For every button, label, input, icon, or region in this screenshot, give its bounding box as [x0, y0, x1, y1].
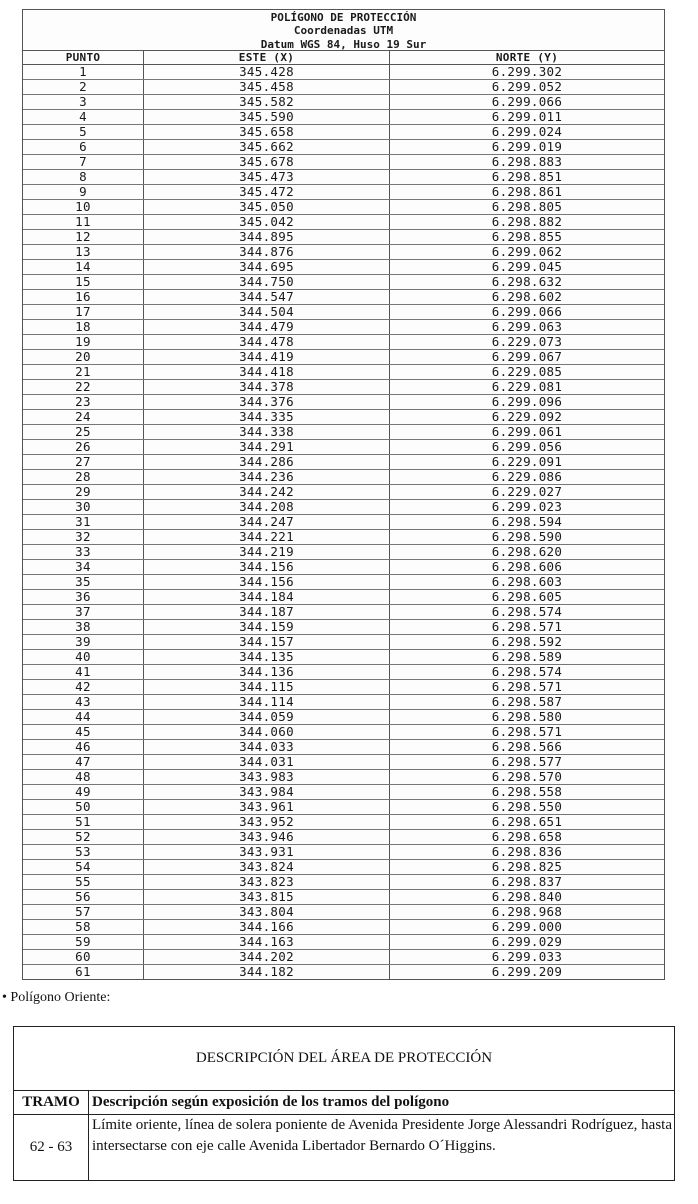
- este-cell: 344.060: [144, 725, 390, 740]
- table-row: [23, 395, 664, 410]
- este-cell: 344.157: [144, 635, 390, 650]
- norte-cell: 6.298.558: [390, 785, 665, 800]
- table-row: [23, 230, 664, 245]
- punto-cell: 44: [23, 710, 144, 725]
- norte-cell: 6.298.587: [390, 695, 665, 710]
- este-cell: 344.159: [144, 620, 390, 635]
- norte-cell: 6.298.855: [390, 230, 665, 245]
- coordinates-table: [22, 9, 665, 980]
- este-cell: 344.059: [144, 710, 390, 725]
- table-row: [23, 455, 664, 470]
- coordinates-grid: [23, 51, 664, 979]
- table-row: [23, 275, 664, 290]
- punto-cell: 30: [23, 500, 144, 515]
- table-row: [23, 965, 664, 980]
- table-row: [23, 530, 664, 545]
- polygon-label: • Polígono Oriente:: [2, 990, 111, 1005]
- este-cell: 344.166: [144, 920, 390, 935]
- este-cell: 344.031: [144, 755, 390, 770]
- punto-cell: 49: [23, 785, 144, 800]
- table-row: [23, 785, 664, 800]
- punto-cell: 32: [23, 530, 144, 545]
- norte-cell: 6.229.073: [390, 335, 665, 350]
- norte-cell: 6.229.091: [390, 455, 665, 470]
- punto-cell: 50: [23, 800, 144, 815]
- este-cell: 345.678: [144, 155, 390, 170]
- description-header-row: [14, 1091, 674, 1115]
- punto-cell: 28: [23, 470, 144, 485]
- title-line: Datum WGS 84, Huso 19 Sur: [260, 37, 427, 51]
- norte-cell: 6.298.592: [390, 635, 665, 650]
- este-cell: 344.418: [144, 365, 390, 380]
- title-line: POLÍGONO DE PROTECCIÓN: [270, 11, 417, 24]
- table-row: [23, 125, 664, 140]
- norte-cell: 6.298.840: [390, 890, 665, 905]
- este-cell: 344.504: [144, 305, 390, 320]
- norte-cell: 6.298.825: [390, 860, 665, 875]
- table-row: [23, 635, 664, 650]
- punto-cell: 23: [23, 395, 144, 410]
- norte-cell: 6.298.571: [390, 680, 665, 695]
- este-cell: 344.419: [144, 350, 390, 365]
- norte-cell: 6.299.302: [390, 65, 665, 80]
- norte-cell: 6.298.594: [390, 515, 665, 530]
- table-row: [23, 905, 664, 920]
- punto-cell: 37: [23, 605, 144, 620]
- este-cell: 344.033: [144, 740, 390, 755]
- norte-cell: 6.298.851: [390, 170, 665, 185]
- table-row: [23, 245, 664, 260]
- punto-cell: 12: [23, 230, 144, 245]
- este-cell: 343.931: [144, 845, 390, 860]
- punto-cell: 25: [23, 425, 144, 440]
- punto-cell: 19: [23, 335, 144, 350]
- norte-cell: 6.299.052: [390, 80, 665, 95]
- table-row: [23, 755, 664, 770]
- este-cell: 344.184: [144, 590, 390, 605]
- norte-cell: 6.229.085: [390, 365, 665, 380]
- table-row: [23, 320, 664, 335]
- punto-cell: 17: [23, 305, 144, 320]
- table-row: [23, 80, 664, 95]
- este-cell: 344.156: [144, 560, 390, 575]
- table-row: [23, 290, 664, 305]
- punto-cell: 11: [23, 215, 144, 230]
- punto-cell: 10: [23, 200, 144, 215]
- este-cell: 344.895: [144, 230, 390, 245]
- punto-cell: 61: [75, 964, 91, 979]
- este-cell: 344.338: [144, 425, 390, 440]
- table-row: [23, 830, 664, 845]
- norte-cell: 6.298.603: [390, 575, 665, 590]
- norte-cell: 6.299.062: [390, 245, 665, 260]
- norte-cell: 6.298.574: [390, 605, 665, 620]
- este-cell: 344.378: [144, 380, 390, 395]
- header-descripcion: Descripción según exposición de los tramos del polígono: [92, 1094, 450, 1110]
- table-row: [23, 305, 664, 320]
- norte-cell: 6.299.066: [390, 95, 665, 110]
- punto-cell: 57: [23, 905, 144, 920]
- punto-cell: 18: [23, 320, 144, 335]
- table-row: [23, 770, 664, 785]
- norte-cell: 6.299.000: [390, 920, 665, 935]
- table-row: [23, 860, 664, 875]
- punto-cell: 53: [23, 845, 144, 860]
- table-row: [23, 185, 664, 200]
- este-cell: 343.824: [144, 860, 390, 875]
- punto-cell: 29: [23, 485, 144, 500]
- table-row: [23, 485, 664, 500]
- punto-cell: 22: [23, 380, 144, 395]
- punto-cell: 21: [23, 365, 144, 380]
- este-cell: 344.242: [144, 485, 390, 500]
- punto-cell: 43: [23, 695, 144, 710]
- este-cell: 345.473: [144, 170, 390, 185]
- punto-cell: 14: [23, 260, 144, 275]
- norte-cell: 6.299.066: [390, 305, 665, 320]
- table-row: [23, 545, 664, 560]
- este-cell: 345.050: [144, 200, 390, 215]
- este-cell: 345.458: [144, 80, 390, 95]
- punto-cell: 31: [23, 515, 144, 530]
- este-cell: 344.156: [144, 575, 390, 590]
- punto-cell: 9: [23, 185, 144, 200]
- punto-cell: 26: [23, 440, 144, 455]
- table-row: [23, 890, 664, 905]
- punto-cell: 45: [23, 725, 144, 740]
- norte-cell: 6.298.883: [390, 155, 665, 170]
- table-row: [23, 695, 664, 710]
- este-cell: 344.219: [144, 545, 390, 560]
- norte-cell: 6.299.033: [390, 950, 665, 965]
- este-cell: 344.876: [144, 245, 390, 260]
- coordinates-body: [23, 65, 664, 980]
- este-cell: 344.182: [144, 965, 390, 980]
- norte-cell: 6.298.571: [390, 725, 665, 740]
- norte-cell: 6.299.029: [390, 935, 665, 950]
- norte-cell: 6.298.968: [390, 905, 665, 920]
- description-row: [14, 1115, 674, 1180]
- norte-cell: 6.298.574: [390, 665, 665, 680]
- table-row: [23, 815, 664, 830]
- header-norte: NORTE (Y): [390, 51, 665, 65]
- punto-cell: 3: [23, 95, 144, 110]
- norte-cell: 6.299.061: [390, 425, 665, 440]
- punto-cell: 52: [23, 830, 144, 845]
- este-cell: 344.221: [144, 530, 390, 545]
- punto-cell: 56: [23, 890, 144, 905]
- table-row: [23, 725, 664, 740]
- este-cell: 343.952: [144, 815, 390, 830]
- header-punto: PUNTO: [23, 51, 144, 65]
- norte-cell: 6.298.651: [390, 815, 665, 830]
- este-cell: 345.658: [144, 125, 390, 140]
- table-row: [23, 200, 664, 215]
- punto-cell: 13: [23, 245, 144, 260]
- este-cell: 343.823: [144, 875, 390, 890]
- table-row: [23, 920, 664, 935]
- este-cell: 343.946: [144, 830, 390, 845]
- punto-cell: 33: [23, 545, 144, 560]
- norte-cell: 6.298.837: [390, 875, 665, 890]
- coordinates-table-title: [23, 10, 664, 51]
- table-row: [23, 650, 664, 665]
- punto-cell: 46: [23, 740, 144, 755]
- table-row: [23, 95, 664, 110]
- norte-cell: 6.298.580: [390, 710, 665, 725]
- punto-cell: 41: [23, 665, 144, 680]
- table-row: [23, 365, 664, 380]
- table-row: [23, 350, 664, 365]
- table-row: [23, 710, 664, 725]
- este-cell: 344.135: [144, 650, 390, 665]
- table-row: [23, 845, 664, 860]
- table-row: [23, 800, 664, 815]
- table-row: [23, 215, 664, 230]
- punto-cell: 1: [23, 65, 144, 80]
- punto-cell: 16: [23, 290, 144, 305]
- norte-cell: 6.299.209: [390, 965, 665, 980]
- punto-cell: 40: [23, 650, 144, 665]
- norte-cell: 6.299.011: [390, 110, 665, 125]
- table-row: [23, 140, 664, 155]
- punto-cell: 42: [23, 680, 144, 695]
- norte-cell: 6.299.067: [390, 350, 665, 365]
- table-row: [23, 500, 664, 515]
- table-row: [23, 605, 664, 620]
- norte-cell: 6.298.805: [390, 200, 665, 215]
- este-cell: 344.187: [144, 605, 390, 620]
- punto-cell: 47: [23, 755, 144, 770]
- table-row: [23, 560, 664, 575]
- norte-cell: 6.298.589: [390, 650, 665, 665]
- punto-cell: 24: [23, 410, 144, 425]
- norte-cell: 6.298.571: [390, 620, 665, 635]
- norte-cell: 6.298.658: [390, 830, 665, 845]
- table-row: [23, 620, 664, 635]
- tramo-cell: 62 - 63: [14, 1115, 89, 1180]
- punto-cell: 51: [23, 815, 144, 830]
- este-cell: 343.815: [144, 890, 390, 905]
- punto-cell: 5: [23, 125, 144, 140]
- descripcion-cell: Límite oriente, línea de solera poniente de Avenida Presidente Jorge Alessandri Rodríguez, hasta intersectarse con eje calle Avenida Libertador Bernardo O´Higgins.: [92, 1117, 672, 1154]
- norte-cell: 6.299.024: [390, 125, 665, 140]
- table-row: [23, 680, 664, 695]
- table-row: [23, 740, 664, 755]
- table-row: [23, 410, 664, 425]
- norte-cell: 6.298.577: [390, 755, 665, 770]
- este-cell: 344.286: [144, 455, 390, 470]
- punto-cell: 39: [23, 635, 144, 650]
- punto-cell: 55: [23, 875, 144, 890]
- este-cell: 343.804: [144, 905, 390, 920]
- punto-cell: 27: [23, 455, 144, 470]
- norte-cell: 6.298.566: [390, 740, 665, 755]
- punto-cell: 60: [23, 950, 144, 965]
- este-cell: 344.547: [144, 290, 390, 305]
- norte-cell: 6.299.045: [390, 260, 665, 275]
- table-row: [23, 665, 664, 680]
- norte-cell: 6.298.632: [390, 275, 665, 290]
- punto-cell: 36: [23, 590, 144, 605]
- punto-cell: 58: [23, 920, 144, 935]
- header-tramo: TRAMO: [14, 1091, 89, 1114]
- norte-cell: 6.299.063: [390, 320, 665, 335]
- norte-cell: 6.298.605: [390, 590, 665, 605]
- punto-cell: 2: [23, 80, 144, 95]
- este-cell: 344.376: [144, 395, 390, 410]
- este-cell: 345.582: [144, 95, 390, 110]
- punto-cell: 4: [23, 110, 144, 125]
- este-cell: 345.472: [144, 185, 390, 200]
- este-cell: 344.695: [144, 260, 390, 275]
- este-cell: 343.983: [144, 770, 390, 785]
- este-cell: 344.208: [144, 500, 390, 515]
- norte-cell: 6.298.606: [390, 560, 665, 575]
- table-row: [23, 515, 664, 530]
- norte-cell: 6.299.096: [390, 395, 665, 410]
- este-cell: 344.115: [144, 680, 390, 695]
- norte-cell: 6.298.602: [390, 290, 665, 305]
- norte-cell: 6.298.836: [390, 845, 665, 860]
- punto-cell: 48: [23, 770, 144, 785]
- table-row: [23, 590, 664, 605]
- este-cell: 344.236: [144, 470, 390, 485]
- este-cell: 344.478: [144, 335, 390, 350]
- norte-cell: 6.229.092: [390, 410, 665, 425]
- norte-cell: 6.298.570: [390, 770, 665, 785]
- este-cell: 344.750: [144, 275, 390, 290]
- table-row: [23, 875, 664, 890]
- este-cell: 344.163: [144, 935, 390, 950]
- norte-cell: 6.299.019: [390, 140, 665, 155]
- norte-cell: 6.229.081: [390, 380, 665, 395]
- este-cell: 345.042: [144, 215, 390, 230]
- table-row: [23, 260, 664, 275]
- este-cell: 344.291: [144, 440, 390, 455]
- norte-cell: 6.229.027: [390, 485, 665, 500]
- punto-cell: 7: [23, 155, 144, 170]
- description-table-title: DESCRIPCIÓN DEL ÁREA DE PROTECCIÓN: [14, 1027, 674, 1091]
- este-cell: 344.202: [144, 950, 390, 965]
- este-cell: 344.114: [144, 695, 390, 710]
- este-cell: 345.662: [144, 140, 390, 155]
- punto-cell: 15: [23, 275, 144, 290]
- punto-cell: 38: [23, 620, 144, 635]
- este-cell: 344.479: [144, 320, 390, 335]
- este-cell: 343.984: [144, 785, 390, 800]
- table-row: [23, 170, 664, 185]
- punto-cell: 35: [23, 575, 144, 590]
- este-cell: 344.335: [144, 410, 390, 425]
- title-line: Coordenadas UTM: [293, 24, 394, 38]
- table-row: [23, 950, 664, 965]
- este-cell: 344.136: [144, 665, 390, 680]
- este-cell: 343.961: [144, 800, 390, 815]
- description-table: [13, 1026, 675, 1181]
- table-row: [23, 335, 664, 350]
- table-row: [23, 935, 664, 950]
- table-row: [23, 440, 664, 455]
- norte-cell: 6.298.590: [390, 530, 665, 545]
- table-row: [23, 575, 664, 590]
- norte-cell: 6.299.023: [390, 500, 665, 515]
- header-este: ESTE (X): [144, 51, 390, 65]
- norte-cell: 6.299.056: [390, 440, 665, 455]
- punto-cell: 8: [23, 170, 144, 185]
- punto-cell: 34: [23, 560, 144, 575]
- norte-cell: 6.298.861: [390, 185, 665, 200]
- este-cell: 345.428: [144, 65, 390, 80]
- norte-cell: 6.298.550: [390, 800, 665, 815]
- coordinates-header-row: [23, 51, 664, 65]
- norte-cell: 6.229.086: [390, 470, 665, 485]
- table-row: [23, 425, 664, 440]
- norte-cell: 6.298.620: [390, 545, 665, 560]
- punto-cell: 20: [23, 350, 144, 365]
- table-row: [23, 470, 664, 485]
- este-cell: 345.590: [144, 110, 390, 125]
- punto-cell: 6: [23, 140, 144, 155]
- norte-cell: 6.298.882: [390, 215, 665, 230]
- table-row: [23, 65, 664, 80]
- table-row: [23, 380, 664, 395]
- este-cell: 344.247: [144, 515, 390, 530]
- table-row: [23, 155, 664, 170]
- punto-cell: 59: [23, 935, 144, 950]
- punto-cell: 54: [23, 860, 144, 875]
- table-row: [23, 110, 664, 125]
